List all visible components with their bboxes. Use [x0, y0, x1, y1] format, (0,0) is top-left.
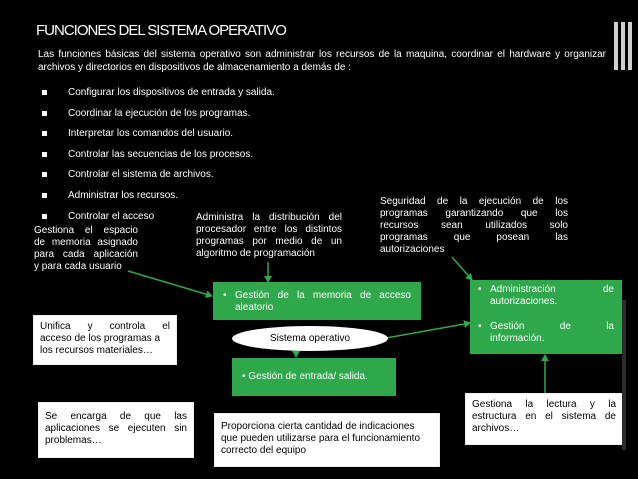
page-title: FUNCIONES DEL SISTEMA OPERATIVO — [36, 22, 286, 39]
connector-seguridad — [452, 257, 472, 280]
green-box-memoria: • Gestión de la memoria de acceso aleatorio — [213, 282, 421, 320]
bullet-dot-icon: • — [478, 284, 482, 295]
bullet-dot-icon: • — [223, 290, 227, 301]
list-item: Configurar los dispositivos de entrada y salida. — [38, 86, 275, 107]
intro-paragraph: Las funciones básicas del sistema operativo son administrar los recursos de la maquina, coordinar el hardware y organizar archivos y directorios en dispositivos de almacenamiento a demás de : — [38, 49, 606, 73]
center-node: Sistema operativo — [232, 326, 388, 351]
green-box-autorizaciones: • Administración de autorizaciones. • Gestión de la información. — [470, 280, 622, 354]
list-item: Coordinar la ejecución de los programas. — [38, 107, 275, 128]
bullet-dot-icon: • — [242, 371, 246, 382]
box-ejecucion: Se encarga de que las aplicaciones se ejecuten sin problemas… — [38, 402, 194, 458]
box-archivos: Gestiona la lectura y la estructura en el sistema de archivos… — [465, 393, 623, 445]
note-procesador: Administra la distribución del procesador entre los distintos programas por medio de un algoritmo de programación — [196, 212, 342, 259]
list-item: Controlar el acceso — [38, 210, 275, 231]
slide-side-bar — [622, 300, 626, 450]
list-item: Controlar el sistema de archivos. — [38, 168, 275, 189]
slide-decoration-icon — [612, 22, 634, 72]
green-box-entrada-salida: • Gestión de entrada/ salida. — [232, 358, 396, 396]
box-unifica: Unifica y controla el acceso de los programas a los recursos materiales… — [33, 315, 177, 365]
note-memoria: Gestiona el espacio de memoria asignado para cada aplicación y para cada usuario — [34, 225, 138, 272]
note-seguridad: Seguridad de la ejecución de los programas garantizando que los recursos sean utilizados solo programas que posean las autorizaciones — [380, 196, 568, 255]
connector-memoria — [128, 271, 212, 296]
box-proporciona: Proporciona cierta cantidad de indicaciones que pueden utilizarse para el funcionamiento correcto del equipo — [214, 413, 440, 467]
connector-center-right — [386, 323, 470, 338]
bullet-dot-icon: • — [478, 321, 482, 332]
list-item: Controlar las secuencias de los procesos. — [38, 148, 275, 169]
list-item: Interpretar los comandos del usuario. — [38, 127, 275, 148]
list-item: Administrar los recursos. — [38, 189, 275, 210]
